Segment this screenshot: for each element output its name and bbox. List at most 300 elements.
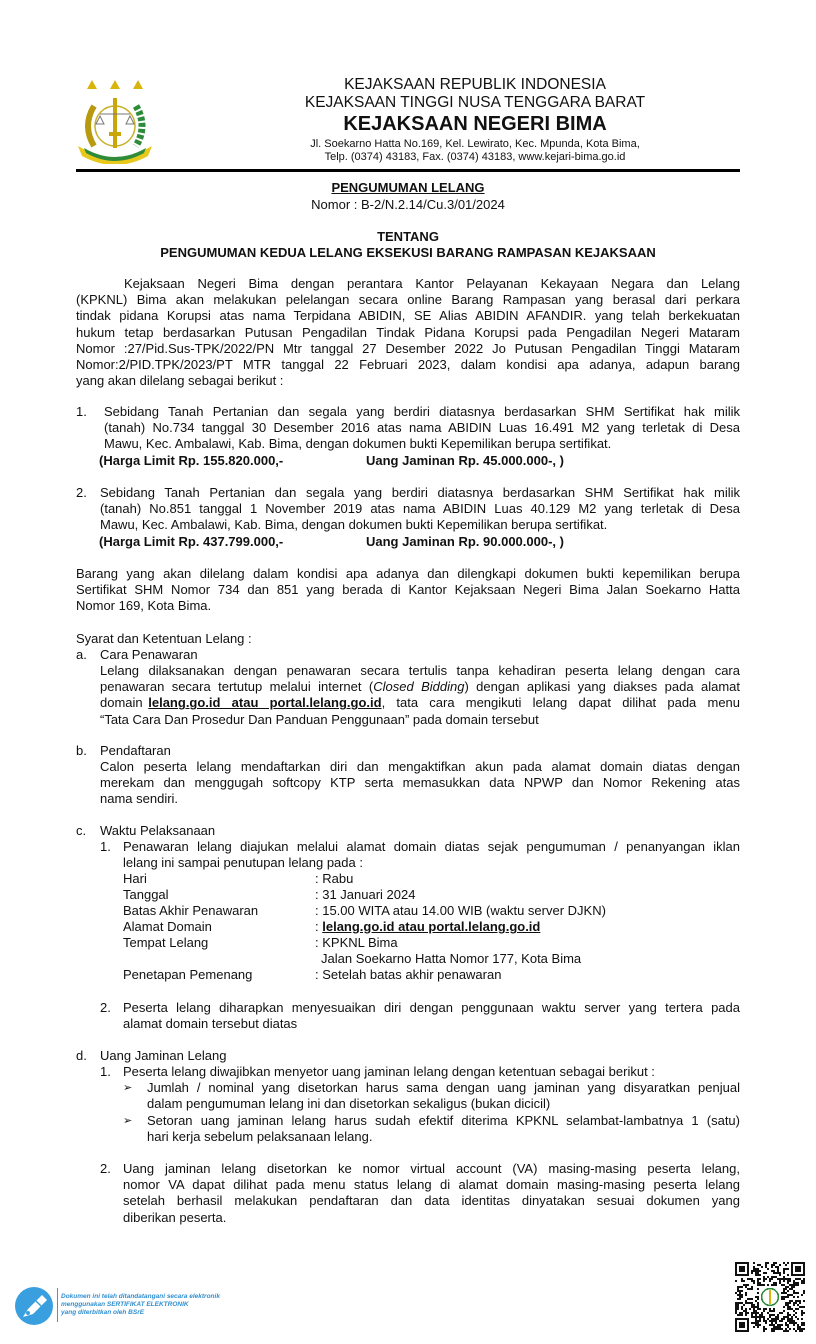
section-d-title: Uang Jaminan Lelang	[100, 1048, 227, 1063]
qr-module	[787, 1316, 789, 1318]
qr-module	[785, 1268, 787, 1270]
qr-module	[783, 1276, 785, 1278]
qr-module	[763, 1328, 765, 1330]
qr-module	[765, 1308, 767, 1310]
section-a-title: Cara Penawaran	[100, 647, 198, 662]
qr-module	[751, 1278, 753, 1280]
qr-module	[773, 1330, 775, 1332]
qr-module	[745, 1292, 747, 1294]
esign-notice-line: Dokumen ini telah ditandatangani secara elektronik	[61, 1293, 220, 1300]
qr-module	[787, 1262, 789, 1264]
qr-module	[783, 1316, 785, 1318]
qr-module	[791, 1322, 793, 1324]
qr-module	[745, 1314, 747, 1316]
qr-module	[775, 1272, 777, 1274]
section-a-body	[100, 663, 740, 728]
document-title: PENGUMUMAN LELANG	[331, 180, 485, 195]
qr-module	[783, 1292, 785, 1294]
qr-module	[763, 1276, 765, 1278]
qr-module	[745, 1284, 747, 1286]
qr-module	[793, 1292, 795, 1294]
qr-module	[757, 1268, 759, 1270]
schedule-value-deadline: : 15.00 WITA atau 14.00 WIB (waktu server DJKN)	[315, 903, 606, 918]
qr-module	[763, 1308, 765, 1310]
qr-module	[787, 1314, 789, 1316]
qr-module	[785, 1316, 787, 1318]
qr-module	[803, 1280, 805, 1282]
qr-module	[777, 1272, 779, 1274]
qr-module	[793, 1302, 795, 1304]
qr-module	[771, 1320, 773, 1322]
qr-module	[757, 1292, 759, 1294]
item-2-limit-price: (Harga Limit Rp. 437.799.000,-	[99, 534, 284, 549]
closed-bidding-term: Closed Bidding	[373, 679, 465, 695]
qr-module	[767, 1318, 769, 1320]
qr-module	[747, 1288, 749, 1290]
verification-qr-code-icon[interactable]	[735, 1262, 805, 1332]
qr-module	[785, 1278, 787, 1280]
qr-module	[773, 1324, 775, 1326]
qr-module	[745, 1312, 747, 1314]
intro-line: Kejaksaan Negeri Bima dengan perantara Kantor Pelayanan Kekayaan Negara dan Lelang	[124, 276, 740, 291]
qr-module	[745, 1308, 747, 1310]
qr-module	[773, 1262, 775, 1264]
qr-module	[735, 1302, 737, 1304]
qr-module	[741, 1306, 743, 1308]
intro-line: Nomor :27/Pid.Sus-TPK/2022/PN Mtr tanggal 27 Desember 2022 Jo Putusan Pengadilan Tinggi Mataram	[76, 340, 740, 356]
qr-module	[793, 1328, 795, 1330]
qr-module	[797, 1282, 799, 1284]
qr-module	[779, 1328, 781, 1330]
qr-module	[777, 1268, 779, 1270]
qr-module	[803, 1312, 805, 1314]
qr-module	[789, 1294, 791, 1296]
qr-module	[775, 1276, 777, 1278]
condition-line: Nomor 169, Kota Bima.	[76, 598, 212, 614]
qr-module	[771, 1266, 773, 1268]
qr-module	[759, 1318, 761, 1320]
qr-module	[739, 1286, 741, 1288]
letterhead-address: Jl. Soekarno Hatta No.169, Kel. Lewirato, Kec. Mpunda, Kota Bima,	[310, 138, 640, 150]
qr-module	[757, 1324, 759, 1326]
qr-module	[755, 1320, 757, 1322]
intro-line: tindak pidana Korupsi atas nama Terpidana ABIDIN, SE Alias ABIDIN AFANDIR. yang telah berkekuatan	[76, 308, 740, 324]
qr-module	[789, 1314, 791, 1316]
qr-module	[759, 1316, 761, 1318]
qr-module	[771, 1314, 773, 1316]
qr-module	[783, 1262, 785, 1264]
qr-module	[785, 1292, 787, 1294]
qr-module	[769, 1324, 771, 1326]
qr-module	[793, 1280, 795, 1282]
qr-module	[781, 1284, 783, 1286]
qr-module	[787, 1312, 789, 1314]
qr-module	[777, 1278, 779, 1280]
qr-module	[771, 1328, 773, 1330]
qr-module	[795, 1322, 797, 1324]
qr-module	[775, 1326, 777, 1328]
qr-module	[793, 1284, 795, 1286]
schedule-value-place: : KPKNL Bima	[315, 935, 398, 950]
qr-module	[777, 1318, 779, 1320]
qr-module	[803, 1328, 805, 1330]
body-line: Jumlah / nominal yang disetorkan harus sama dengan uang jaminan yang disyaratkan penjual	[147, 1080, 740, 1095]
qr-module	[785, 1328, 787, 1330]
qr-module	[759, 1314, 761, 1316]
qr-module	[789, 1306, 791, 1308]
qr-module	[771, 1270, 773, 1272]
qr-module	[761, 1284, 763, 1286]
qr-module	[773, 1318, 775, 1320]
qr-module	[753, 1312, 755, 1314]
qr-module	[791, 1318, 793, 1320]
qr-module	[773, 1272, 775, 1274]
qr-module	[741, 1302, 743, 1304]
body-line: Setoran uang jaminan lelang harus sudah efektif diterima KPKNL selambat-lambatnya 1 (satu)	[147, 1113, 740, 1128]
qr-module	[793, 1296, 795, 1298]
esign-notice-line: yang diterbitkan oleh BSrE	[61, 1309, 145, 1316]
qr-module	[783, 1268, 785, 1270]
qr-module	[755, 1270, 757, 1272]
qr-module	[769, 1310, 771, 1312]
qr-module	[787, 1302, 789, 1304]
qr-module	[771, 1276, 773, 1278]
schedule-value-place-address: Jalan Soekarno Hatta Nomor 177, Kota Bima	[321, 951, 582, 966]
item-number: 1.	[76, 404, 87, 419]
auction-domain-link[interactable]: lelang.go.id atau portal.lelang.go.id	[322, 919, 541, 934]
qr-module	[779, 1280, 781, 1282]
qr-module	[777, 1314, 779, 1316]
qr-module	[781, 1296, 783, 1298]
qr-module	[747, 1278, 749, 1280]
section-c-title: Waktu Pelaksanaan	[100, 823, 216, 838]
qr-module	[771, 1264, 773, 1266]
qr-module	[739, 1292, 741, 1294]
qr-module	[793, 1282, 795, 1284]
qr-module	[785, 1322, 787, 1324]
qr-module	[779, 1264, 781, 1266]
qr-module	[801, 1330, 803, 1332]
qr-module	[753, 1282, 755, 1284]
qr-module	[773, 1284, 775, 1286]
qr-module	[753, 1280, 755, 1282]
qr-module	[737, 1304, 739, 1306]
qr-module	[739, 1298, 741, 1300]
qr-module	[797, 1296, 799, 1298]
qr-module	[757, 1270, 759, 1272]
qr-module	[755, 1322, 757, 1324]
qr-module	[773, 1328, 775, 1330]
qr-module	[763, 1284, 765, 1286]
qr-module	[801, 1322, 803, 1324]
qr-module	[787, 1296, 789, 1298]
bsre-pen-nib-icon	[14, 1286, 54, 1326]
auction-domain-link[interactable]: lelang.go.id atau portal.lelang.go.id	[148, 695, 382, 711]
qr-module	[797, 1278, 799, 1280]
qr-module	[751, 1286, 753, 1288]
qr-module	[803, 1278, 805, 1280]
section-d-point-2	[123, 1161, 740, 1226]
item-1-deposit: Uang Jaminan Rp. 45.000.000-, )	[366, 453, 564, 468]
qr-module	[801, 1324, 803, 1326]
qr-module	[783, 1272, 785, 1274]
qr-module	[735, 1306, 737, 1308]
qr-module	[779, 1274, 781, 1276]
qr-module	[797, 1318, 799, 1320]
esign-divider	[57, 1288, 58, 1322]
item-1-limit-price: (Harga Limit Rp. 155.820.000,-	[99, 453, 284, 468]
qr-module	[777, 1316, 779, 1318]
intro-line: hukum tetap berdasarkan Putusan Pengadilan Tindak Pidana Korupsi pada Pengadilan Negeri Mataram	[76, 324, 740, 340]
qr-module	[735, 1310, 737, 1312]
qr-module	[789, 1300, 791, 1302]
qr-module	[785, 1296, 787, 1298]
schedule-label-winner: Penetapan Pemenang	[123, 967, 253, 982]
qr-module	[745, 1310, 747, 1312]
qr-module	[787, 1330, 789, 1332]
qr-module	[785, 1302, 787, 1304]
qr-module	[769, 1280, 771, 1282]
qr-module	[753, 1304, 755, 1306]
qr-module	[739, 1296, 741, 1298]
text-span: domain	[100, 695, 149, 711]
qr-module	[747, 1284, 749, 1286]
qr-module	[795, 1292, 797, 1294]
qr-module	[757, 1326, 759, 1328]
qr-module	[785, 1330, 787, 1332]
qr-module	[789, 1284, 791, 1286]
qr-module	[737, 1306, 739, 1308]
qr-module	[777, 1270, 779, 1272]
qr-module	[799, 1306, 801, 1308]
qr-module	[783, 1306, 785, 1308]
qr-module	[787, 1320, 789, 1322]
body-line: Uang jaminan lelang disetorkan ke nomor virtual account (VA) masing-masing peserta lelang,	[123, 1161, 740, 1176]
qr-module	[781, 1292, 783, 1294]
qr-module	[781, 1312, 783, 1314]
qr-module	[791, 1300, 793, 1302]
qr-module	[787, 1280, 789, 1282]
qr-module	[799, 1326, 801, 1328]
qr-module	[797, 1304, 799, 1306]
qr-module	[783, 1296, 785, 1298]
qr-module	[755, 1318, 757, 1320]
qr-module	[765, 1262, 767, 1264]
body-line: diberikan peserta.	[123, 1209, 227, 1225]
auction-item-2	[100, 485, 740, 534]
qr-module	[787, 1318, 789, 1320]
qr-module	[785, 1324, 787, 1326]
qr-module	[741, 1312, 743, 1314]
qr-module	[751, 1306, 753, 1308]
intro-paragraph	[76, 276, 740, 389]
qr-module	[761, 1316, 763, 1318]
arrow-bullet-icon: ➢	[123, 1082, 133, 1094]
qr-module	[755, 1324, 757, 1326]
qr-module	[799, 1300, 801, 1302]
qr-module	[777, 1326, 779, 1328]
section-d-point-1: Peserta lelang diwajibkan menyetor uang jaminan lelang dengan ketentuan sebagai berikut :	[123, 1064, 655, 1079]
qr-module	[771, 1310, 773, 1312]
qr-module	[781, 1324, 783, 1326]
section-letter: a.	[76, 647, 87, 662]
qr-module	[737, 1286, 739, 1288]
qr-module	[757, 1274, 759, 1276]
qr-module	[741, 1296, 743, 1298]
qr-module	[787, 1278, 789, 1280]
item-line: Mawu, Kec. Ambalawi, Kab. Bima, dengan dokumen bukti Kepemilikan berupa sertifikat.	[104, 436, 612, 452]
qr-module	[803, 1322, 805, 1324]
qr-module	[751, 1298, 753, 1300]
qr-module	[797, 1300, 799, 1302]
schedule-value-date: : 31 Januari 2024	[315, 887, 416, 902]
qr-module	[755, 1314, 757, 1316]
qr-module	[743, 1304, 745, 1306]
qr-module	[737, 1288, 739, 1290]
qr-module	[783, 1298, 785, 1300]
qr-module	[803, 1300, 805, 1302]
arrow-bullet-icon: ➢	[123, 1115, 133, 1127]
qr-module	[783, 1318, 785, 1320]
qr-module	[785, 1264, 787, 1266]
qr-module	[751, 1280, 753, 1282]
qr-module	[753, 1322, 755, 1324]
qr-module	[773, 1270, 775, 1272]
qr-module	[755, 1310, 757, 1312]
qr-module	[789, 1278, 791, 1280]
qr-module	[787, 1308, 789, 1310]
qr-module	[751, 1314, 753, 1316]
qr-module	[797, 1328, 799, 1330]
qr-module	[801, 1280, 803, 1282]
intro-line: yang akan dilelang sebagai berikut :	[76, 373, 284, 389]
qr-module	[763, 1320, 765, 1322]
qr-module	[757, 1316, 759, 1318]
schedule-value-day: : Rabu	[315, 871, 354, 886]
qr-module	[803, 1324, 805, 1326]
qr-module	[757, 1278, 759, 1280]
qr-module	[781, 1278, 783, 1280]
qr-module	[769, 1314, 771, 1316]
qr-module	[749, 1288, 751, 1290]
qr-module	[801, 1314, 803, 1316]
qr-module	[793, 1314, 795, 1316]
qr-module	[763, 1330, 765, 1332]
qr-module	[773, 1264, 775, 1266]
qr-module	[745, 1294, 747, 1296]
qr-module	[747, 1312, 749, 1314]
qr-module	[795, 1278, 797, 1280]
qr-module	[751, 1288, 753, 1290]
qr-module	[737, 1294, 739, 1296]
section-c-point-1	[123, 839, 740, 871]
qr-module	[779, 1272, 781, 1274]
qr-module	[781, 1298, 783, 1300]
auction-item-1	[104, 404, 740, 453]
qr-module	[783, 1278, 785, 1280]
qr-module	[753, 1266, 755, 1268]
qr-module	[757, 1306, 759, 1308]
qr-module	[737, 1302, 739, 1304]
item-2-deposit: Uang Jaminan Rp. 90.000.000-, )	[366, 534, 564, 549]
qr-module	[751, 1272, 753, 1274]
qr-module	[797, 1292, 799, 1294]
qr-module	[755, 1296, 757, 1298]
qr-module	[751, 1302, 753, 1304]
qr-module	[759, 1278, 761, 1280]
qr-module	[789, 1280, 791, 1282]
qr-module	[793, 1322, 795, 1324]
qr-module	[753, 1268, 755, 1270]
body-line	[100, 679, 740, 695]
text-span: ) dengan aplikasi yang diakses pada alamat	[464, 679, 740, 695]
qr-module	[765, 1278, 767, 1280]
condition-paragraph	[76, 566, 740, 615]
qr-module	[787, 1326, 789, 1328]
schedule-label-place: Tempat Lelang	[123, 935, 209, 950]
body-line: alamat domain tersebut diatas	[123, 1016, 298, 1032]
condition-line: Barang yang akan dilelang dalam kondisi apa adanya dan dilengkapi dokumen bukti kepemilikan berupa	[76, 566, 740, 581]
qr-module	[795, 1284, 797, 1286]
schedule-label-day: Hari	[123, 871, 147, 886]
body-line: hari kerja sebelum pelaksanaan lelang.	[147, 1129, 373, 1145]
qr-module	[795, 1300, 797, 1302]
qr-module	[763, 1318, 765, 1320]
qr-module	[775, 1328, 777, 1330]
qr-module	[749, 1278, 751, 1280]
qr-module	[749, 1308, 751, 1310]
qr-module	[801, 1318, 803, 1320]
qr-module	[759, 1284, 761, 1286]
qr-module	[787, 1268, 789, 1270]
qr-module	[791, 1284, 793, 1286]
qr-module	[787, 1282, 789, 1284]
qr-module	[757, 1298, 759, 1300]
qr-module	[773, 1282, 775, 1284]
qr-module	[769, 1308, 771, 1310]
qr-module	[765, 1328, 767, 1330]
qr-module	[757, 1322, 759, 1324]
qr-module	[741, 1286, 743, 1288]
qr-module	[757, 1302, 759, 1304]
qr-module	[795, 1316, 797, 1318]
qr-module	[789, 1318, 791, 1320]
qr-module	[771, 1330, 773, 1332]
letterhead-office-name: KEJAKSAAN NEGERI BIMA	[343, 113, 607, 135]
text-span: :	[315, 919, 323, 934]
qr-module	[791, 1288, 793, 1290]
qr-module	[803, 1292, 805, 1294]
qr-module	[765, 1264, 767, 1266]
body-line: merekam dan menggugah softcopy KTP serta memasukkan data NPWP dan Nomor Rekening atas	[100, 775, 740, 791]
letterhead-contact: Telp. (0374) 43183, Fax. (0374) 43183, www.kejari-bima.go.id	[324, 151, 626, 163]
qr-module	[735, 1292, 737, 1294]
point-number: 1.	[100, 1064, 111, 1079]
qr-module	[759, 1324, 761, 1326]
condition-line: Sertifikat SHM Nomor 734 dan 851 yang berada di Kantor Kejaksaan Negeri Bima Jalan Soekarno Hatta	[76, 582, 740, 598]
qr-module	[795, 1302, 797, 1304]
qr-module	[783, 1330, 785, 1332]
qr-module	[767, 1262, 769, 1264]
qr-module	[753, 1310, 755, 1312]
qr-module	[739, 1290, 741, 1292]
qr-module	[737, 1308, 739, 1310]
qr-module	[759, 1308, 761, 1310]
qr-module	[757, 1288, 759, 1290]
qr-module	[797, 1308, 799, 1310]
qr-module	[775, 1318, 777, 1320]
qr-module	[737, 1298, 739, 1300]
